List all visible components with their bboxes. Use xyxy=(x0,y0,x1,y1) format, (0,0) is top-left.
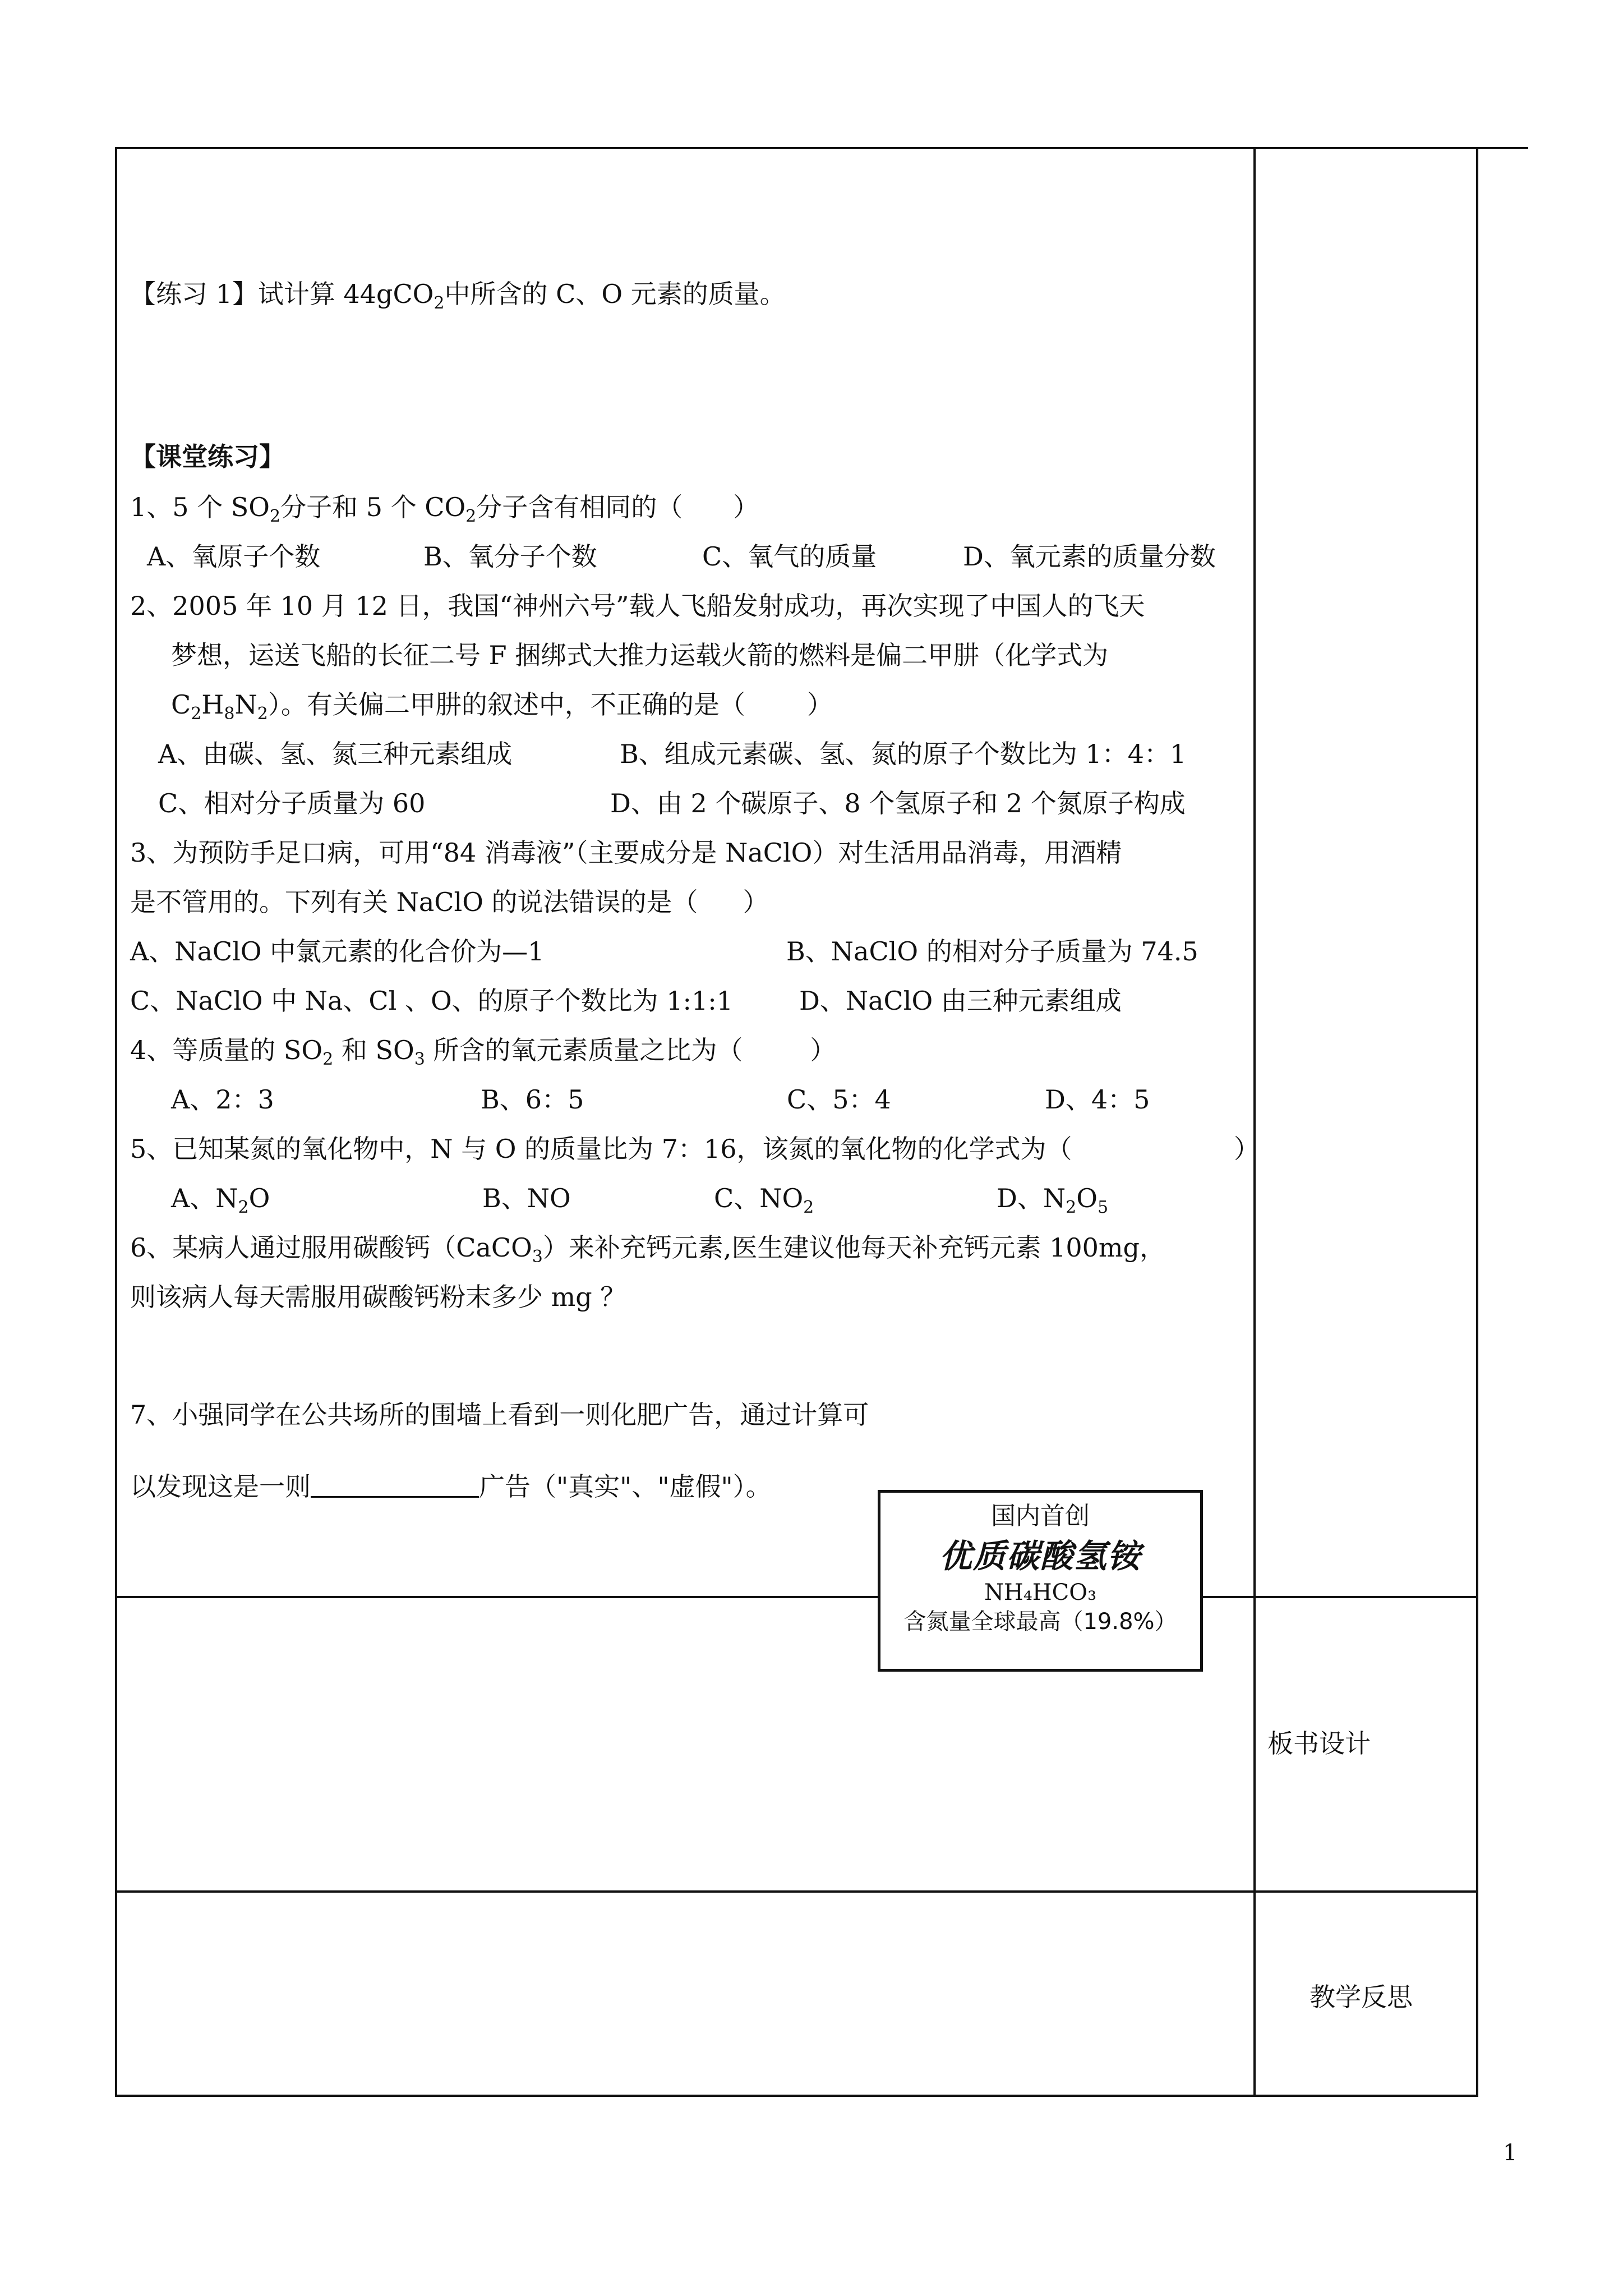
option-d: D、4：5 xyxy=(1045,1084,1150,1115)
question-2-option-b: B、组成元素碳、氢、氮的原子个数比为 1：4：1 xyxy=(620,739,1187,769)
question-6-line-2: 则该病人每天需服用碳酸钙粉末多少 mg ？ xyxy=(130,1282,626,1312)
table-left-border xyxy=(115,147,117,2096)
option-b: B、氧分子个数 xyxy=(423,541,597,572)
question-3-option-c: C、NaClO 中 Na、Cl 、O、的原子个数比为 1:1:1 xyxy=(130,986,734,1016)
table-right-border xyxy=(1476,147,1478,2096)
option-a: A、氧原子个数 xyxy=(147,541,321,572)
question-2-line-1: 2、2005 年 10 月 12 日，我国“神州六号”载人飞船发射成功，再次实现了中国人的飞天 xyxy=(130,591,1145,621)
teaching-reflection-label: 教学反思 xyxy=(1310,1982,1413,2012)
option-d: D、氧元素的质量分数 xyxy=(963,541,1216,572)
question-5-close-paren: ） xyxy=(1234,1134,1260,1164)
page-number: 1 xyxy=(1503,2140,1518,2166)
row-divider-1-left xyxy=(115,1596,879,1598)
column-divider xyxy=(1253,147,1256,2096)
option-d: D、$N_2O_5$ xyxy=(997,1183,1109,1217)
option-b: B、NO xyxy=(482,1183,571,1213)
question-3-line-1: 3、为预防手足口病，可用“84 消毒液”（主要成分是 NaClO）对生活用品消毒，用酒精 xyxy=(130,838,1122,868)
option-a: A、2：3 xyxy=(171,1084,274,1115)
question-7-line-1: 7、小强同学在公共场所的围墙上看到一则化肥广告，通过计算可 xyxy=(130,1400,869,1430)
option-b: B、6：5 xyxy=(481,1084,584,1115)
question-1: 1、5 个 $SO_2$分子和 5 个 $CO_2$分子含有相同的（ ） xyxy=(130,492,759,526)
question-5: 5、已知某氮的氧化物中，N 与 O 的质量比为 7：16，该氮的氧化物的化学式为（ xyxy=(130,1134,1072,1164)
question-4: 4、等质量的 $SO_2$ 和 $SO_3$ 所含的氧元素质量之比为（ ） xyxy=(130,1035,836,1069)
table-bottom-border xyxy=(115,2095,1478,2097)
table-top-border xyxy=(115,147,1528,149)
question-2-option-d: D、由 2 个碳原子、8 个氢原子和 2 个氮原子构成 xyxy=(610,788,1186,818)
ad-line-4: 含氮量全球最高（19.8%） xyxy=(903,1609,1177,1635)
question-2-option-c: C、相对分子质量为 60 xyxy=(158,788,426,818)
answer-blank[interactable] xyxy=(311,1474,479,1498)
row-divider-2 xyxy=(115,1890,1478,1893)
ad-line-1: 国内首创 xyxy=(991,1502,1090,1530)
question-7-line-2: 以发现这是一则 广告（"真实"、"虚假"）。 xyxy=(130,1471,772,1502)
ad-formula: NH₄HCO₃ xyxy=(984,1580,1097,1605)
board-design-label: 板书设计 xyxy=(1267,1728,1371,1759)
question-2-line-2: 梦想，运送飞船的长征二号 F 捆绑式大推力运载火箭的燃料是偏二甲肼（化学式为 xyxy=(171,640,1109,670)
question-3-option-b: B、NaClO 的相对分子质量为 74.5 xyxy=(786,936,1198,967)
exercise-1-question: 【练习 1】试计算 44gCO$_2$中所含的 C、O 元素的质量。 xyxy=(130,279,786,313)
ad-line-2: 优质碳酸氢铵 xyxy=(939,1537,1141,1575)
question-3-option-a: A、NaClO 中氯元素的化合价为—1 xyxy=(130,936,545,967)
option-c: C、$NO_2$ xyxy=(714,1183,814,1217)
option-a: A、$N_2O$ xyxy=(171,1183,270,1217)
row-divider-1-right xyxy=(1200,1596,1478,1598)
classwork-heading: 【课堂练习】 xyxy=(130,441,285,472)
question-6-line-1: 6、某病人通过服用碳酸钙（CaCO$_3$）来补充钙元素,医生建议他每天补充钙元素 100mg， xyxy=(130,1232,1165,1267)
option-c: C、5：4 xyxy=(787,1084,891,1115)
question-2-option-a: A、由碳、氢、氮三种元素组成 xyxy=(158,739,513,769)
option-c: C、氧气的质量 xyxy=(702,541,877,572)
question-3-line-2: 是不管用的。下列有关 NaClO 的说法错误的是（ ） xyxy=(130,887,769,917)
fertilizer-advertisement xyxy=(878,1490,1203,1672)
question-2-line-3: $C_2H_8N_2$）。有关偏二甲肼的叙述中，不正确的是（ ） xyxy=(171,689,833,724)
question-3-option-d: D、NaClO 由三种元素组成 xyxy=(799,986,1122,1016)
